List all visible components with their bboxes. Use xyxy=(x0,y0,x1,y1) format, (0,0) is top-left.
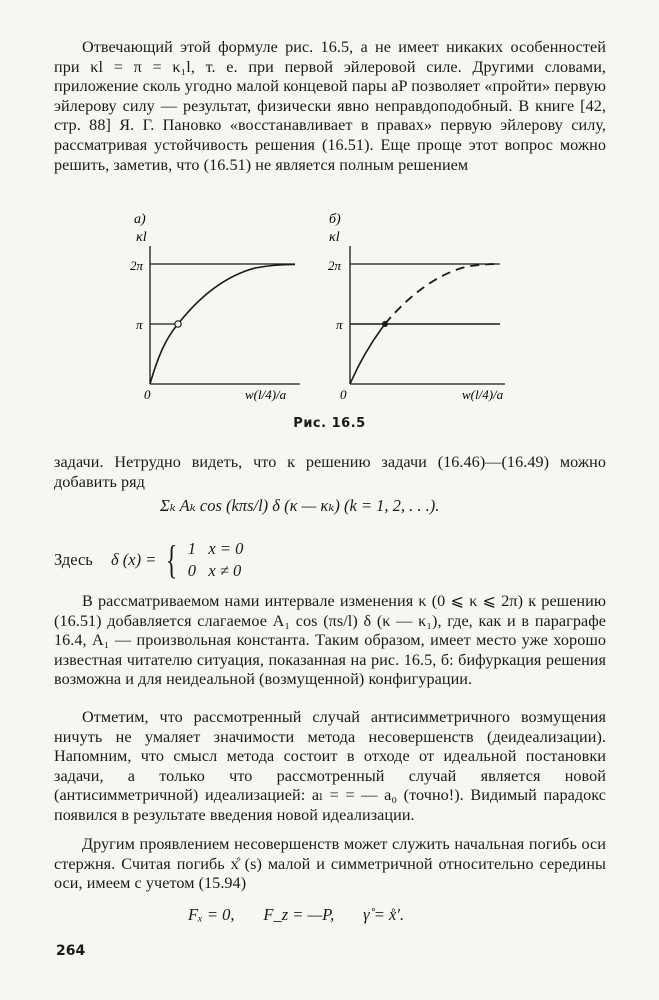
page-number: 264 xyxy=(56,943,86,959)
panel-b-bifurcation-marker xyxy=(382,321,388,327)
panel-b xyxy=(328,212,505,402)
paragraph-5: Другим проявлением несовершенств может служить начальная погибь оси стержня. Считая погибь x̊ (s) малой и симметричной относительно середины оси, имеем с учетом (15.94) xyxy=(54,835,606,893)
panel-b-dashed-curve xyxy=(385,264,500,324)
panel-a-label: а) xyxy=(134,212,146,227)
paragraph-3: В рассматриваемом нами интервале изменения κ (0 ⩽ κ ⩽ 2π) к решению (16.51) добавляется слагаемое A₁ cos (πs/l) δ (κ — κ₁), где, как и в параграфе 16.4, A₁ — произвольная константа. Таким образом, имеет место уже хорошо известная читателю ситуация, показанная на рис. 16.5, б: бифуркация решения возможна и для неидеальной (возмущенной) конфигурации. xyxy=(54,592,606,689)
delta-case-1: 1 x = 0 xyxy=(187,539,244,558)
panel-b-pi-label: π xyxy=(336,317,343,332)
panel-a-y-axis-label: κl xyxy=(136,230,147,245)
delta-brace: { xyxy=(166,537,178,582)
delta-definition xyxy=(54,538,554,582)
panel-a-2pi-label: 2π xyxy=(130,258,144,273)
panel-b-x-axis-label: w(l/4)/a xyxy=(462,387,504,402)
panel-b-origin-label: 0 xyxy=(340,387,347,402)
figure-caption: Рис. 16.5 xyxy=(293,416,366,431)
panel-a-x-axis-label: w(l/4)/a xyxy=(245,387,287,402)
panel-b-label: б) xyxy=(329,212,341,227)
paragraph-1: Отвечающий этой формуле рис. 16.5, а не имеет никаких особенностей при κl = π = κ₁l, т. е. при первой эйлеровой силе. Другими словами, приложение сколь угодно малой концевой пары aP позволяет «пройти» первую эйлерову силу — результат, физически явно неправдоподобный. В книге [42, стр. 88] Я. Г. Пановко «восстанавливает в правах» первую эйлерову силу, рассматривая устойчивость решения (16.51). Еще проще этот вопрос можно решить, заметив, что (16.51) не является полным решением xyxy=(54,38,606,174)
panel-a-origin-label: 0 xyxy=(144,387,151,402)
figure-16-5 xyxy=(110,206,550,406)
panel-b-solid-curve xyxy=(350,324,385,384)
panel-b-y-axis-label: κl xyxy=(329,230,340,245)
delta-label: Здесь xyxy=(54,550,93,569)
panel-a xyxy=(130,212,300,402)
series-formula: Σₖ Aₖ cos (kπs/l) δ (κ — κₖ) (k = 1, 2, . . .). xyxy=(160,496,440,515)
paragraph-2: задачи. Нетрудно видеть, что к решению задачи (16.46)—(16.49) можно добавить ряд xyxy=(54,453,606,491)
delta-cases xyxy=(188,538,244,582)
delta-lhs: δ (x) = xyxy=(110,550,157,569)
panel-a-open-marker xyxy=(175,321,181,327)
panel-b-2pi-label: 2π xyxy=(328,258,342,273)
delta-case-2: 0 x ≠ 0 xyxy=(187,561,242,580)
paragraph-4: Отметим, что рассмотренный случай антисимметричного возмущения ничуть не умаляет значимости метода несовершенств (деидеализации). Напомним, что смысл метода состоит в отходе от идеальной постановки задачи, а только что рассмотренный случай является новой (антисимметричной) идеализацией: aₗ = = — a₀ (точно!). Видимый парадокс появился в результате введения новой идеализации. xyxy=(54,708,606,824)
panel-a-pi-label: π xyxy=(136,317,143,332)
boundary-formula: Fₓ = 0, F_z = —P, γ̊ = x̊′. xyxy=(188,905,405,924)
